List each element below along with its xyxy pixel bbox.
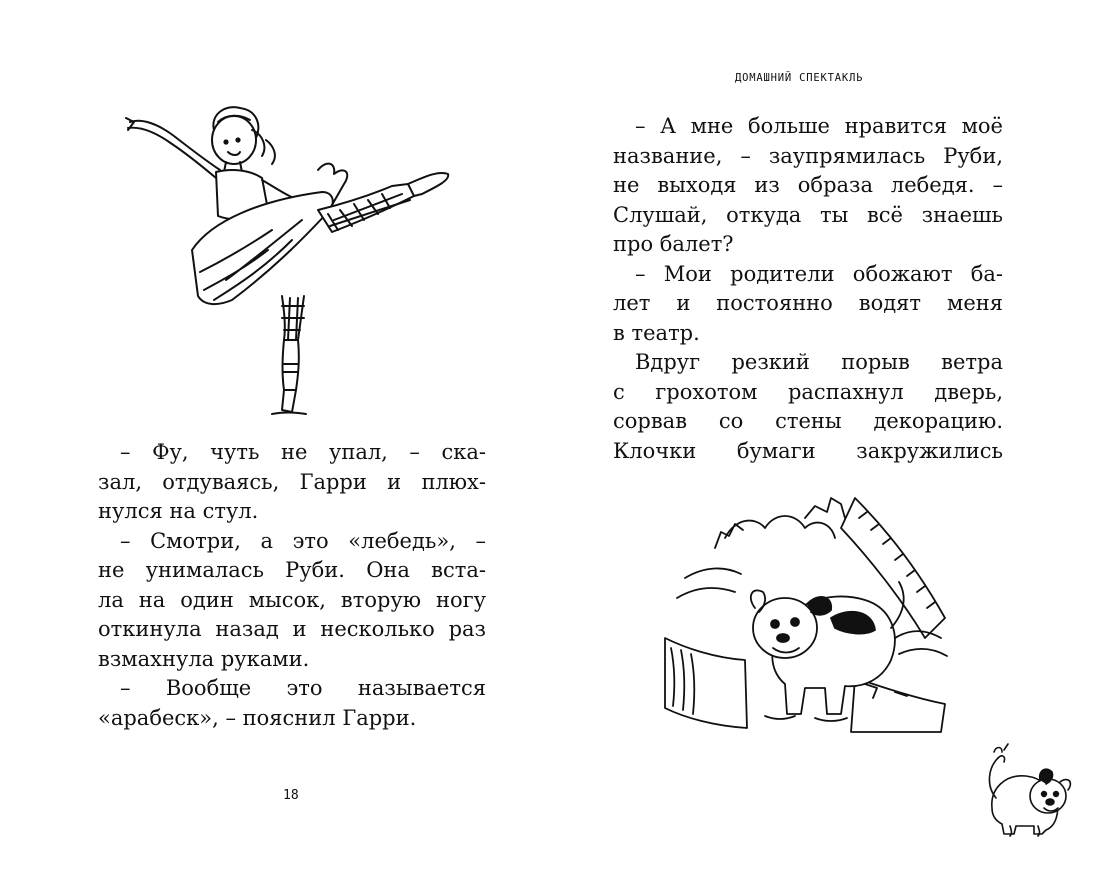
paragraph xyxy=(613,112,1003,260)
text-line: зал, отдуваясь, Гарри и плюх- xyxy=(98,469,486,494)
text-line: Слушай, откуда ты всё знаешь xyxy=(613,202,1003,227)
text-line: не унималась Руби. Она вста- xyxy=(98,558,486,582)
text-line: про балет? xyxy=(613,232,734,256)
page-number: 18 xyxy=(283,788,299,803)
paragraph xyxy=(98,527,486,675)
text-line: сорвав со стены декорацию. xyxy=(613,409,1003,433)
text-line: «арабеск», – пояснил Гарри. xyxy=(98,705,417,730)
text-line: не выходя из образа лебедя. – xyxy=(613,173,1003,197)
ballerina-illustration xyxy=(122,100,452,420)
text-line: в театр. xyxy=(613,320,700,345)
paragraph xyxy=(98,674,486,733)
text-line: лет и постоянно водят меня xyxy=(613,291,1003,315)
text-line: ла на один мысок, вторую ногу xyxy=(98,587,486,612)
text-line: Клочки бумаги закружились xyxy=(613,438,1003,463)
text-line: – Фу, чуть не упал, – ска- xyxy=(120,440,486,464)
text-line: название, – заупрямилась Руби, xyxy=(613,143,1003,168)
text-line: взмахнула руками. xyxy=(98,646,310,671)
text-line: нулся на стул. xyxy=(98,499,259,523)
running-head: ДОМАШНИЙ СПЕКТАКЛЬ xyxy=(735,72,864,84)
left-page-body xyxy=(98,438,486,733)
text-line: откинула назад и несколько раз xyxy=(98,617,486,641)
right-page xyxy=(550,0,1100,882)
text-line: Вдруг резкий порыв ветра xyxy=(635,350,1003,374)
right-page-body xyxy=(613,112,1003,466)
text-line: – Мои родители обожают ба- xyxy=(635,261,1003,286)
text-line: – Смотри, а это «лебедь», – xyxy=(120,528,486,553)
corner-dog-illustration xyxy=(972,738,1092,838)
paragraph xyxy=(613,260,1003,349)
dog-scene-illustration xyxy=(655,488,955,733)
paragraph xyxy=(613,348,1003,466)
text-line: – А мне больше нравится моё xyxy=(635,114,1003,138)
text-line: с грохотом распахнул дверь, xyxy=(613,379,1003,404)
text-line: – Вообще это называется xyxy=(120,676,486,700)
paragraph xyxy=(98,438,486,527)
